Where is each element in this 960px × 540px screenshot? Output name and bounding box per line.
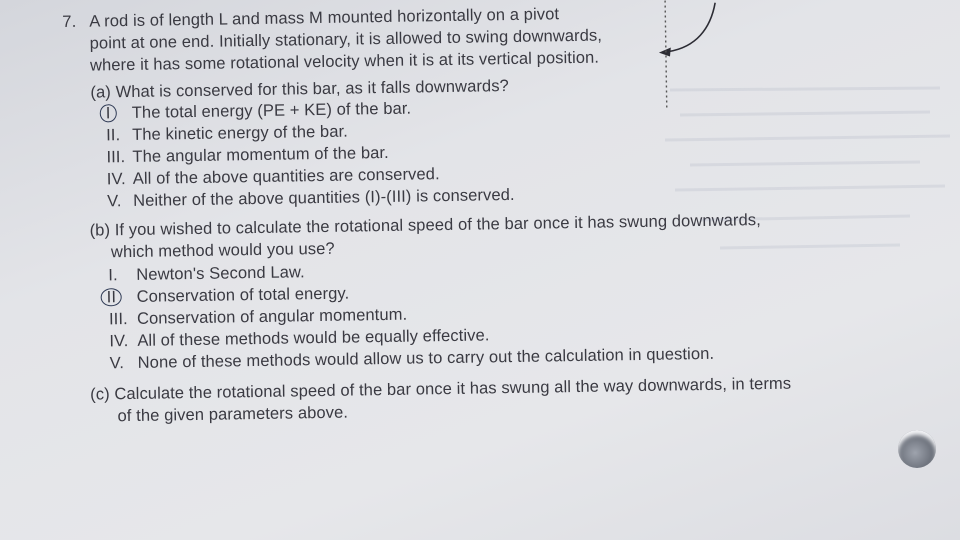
part-b-option-2 xyxy=(107,287,123,307)
part-b-prompt-line-2: which method would you use? xyxy=(110,239,335,262)
part-b-option-5-numeral: V. xyxy=(109,354,125,373)
question-stem-line-1: A rod is of length L and mass M mounted horizontally on a pivot xyxy=(89,5,560,31)
binder-hole xyxy=(898,430,936,468)
part-a-option-1 xyxy=(106,103,117,123)
part-a-option-2-numeral: II. xyxy=(105,126,121,145)
circled-answer-mark: II xyxy=(101,288,123,306)
part-b-option-3-numeral: III. xyxy=(108,310,128,329)
part-a-option-1-text: The total energy (PE + KE) of the bar. xyxy=(131,99,412,122)
part-b-option-1-numeral: I. xyxy=(108,266,118,285)
part-a-option-2-text: The kinetic energy of the bar. xyxy=(131,122,349,144)
part-c-prompt-line-1: (c) Calculate the rotational speed of the bar once it has swung all the way downwards, in terms xyxy=(90,374,792,404)
part-a-option-3-numeral: III. xyxy=(106,148,126,167)
part-a-option-4-numeral: IV. xyxy=(106,170,126,189)
part-a-option-4-text: All of the above quantities are conserved. xyxy=(132,165,440,188)
part-a-option-5-numeral: V. xyxy=(107,192,122,211)
part-b-option-2-text: Conservation of total energy. xyxy=(136,284,350,306)
part-b-option-4-numeral: IV. xyxy=(109,332,129,351)
question-stem-line-2: point at one end. Initially stationary, it is allowed to swing downwards, xyxy=(89,26,603,53)
part-b-option-5-text: None of these methods would allow us to carry out the calculation in question. xyxy=(137,344,715,372)
part-b-prompt-line-1: (b) If you wished to calculate the rotational speed of the bar once it has swung downwards, xyxy=(89,211,762,240)
circled-answer-mark: I xyxy=(100,104,117,122)
part-a-option-5-text: Neither of the above quantities (I)-(III) is conserved. xyxy=(133,185,515,210)
arrow-head-icon xyxy=(659,47,671,56)
question-number: 7. xyxy=(62,12,77,32)
part-c-prompt-line-2: of the given parameters above. xyxy=(117,403,349,426)
question-stem-line-3: where it has some rotational velocity when it is at its vertical position. xyxy=(89,48,600,75)
bleed-through-texture xyxy=(660,70,960,270)
part-a-prompt: (a) What is conserved for this bar, as it falls downwards? xyxy=(90,77,510,102)
part-a-option-3-text: The angular momentum of the bar. xyxy=(132,143,389,166)
part-b-option-3-text: Conservation of angular momentum. xyxy=(136,305,408,328)
part-b-option-1-text: Newton's Second Law. xyxy=(136,263,305,284)
swing-arc xyxy=(668,3,716,52)
part-b-option-4-text: All of these methods would be equally effective. xyxy=(137,326,490,350)
